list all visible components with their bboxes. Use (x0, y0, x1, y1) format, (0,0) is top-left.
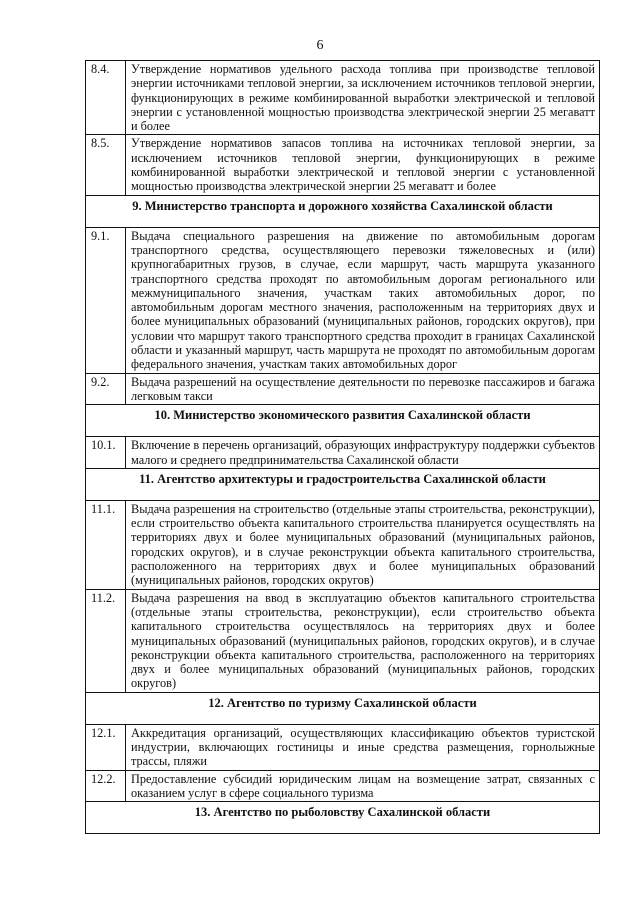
item-number: 10.1. (86, 437, 126, 469)
item-text: Аккредитация организаций, осуществляющих классификацию объектов туристской индустрии, включающих гостиницы и иные средства размещения, горнолыжные трассы, пляжи (126, 724, 600, 770)
item-text: Утверждение нормативов запасов топлива на источниках тепловой энергии, за исключением источников тепловой энергии, функционирующих в режиме комбинированной выработки электрической и тепловой энергии с установленной мощностью производства электрической энергии 25 мегаватт и более (126, 135, 600, 195)
item-text: Выдача специального разрешения на движение по автомобильным дорогам транспортного средства, осуществляющего перевозки тяжеловесных и (или) крупногабаритных грузов, в случае, если маршрут, часть маршрута указанного транспортного средства проходят по автомобильным дорогам регионального или межмуниципального значения, участкам таких автомобильных дорог, по автомобильным дорогам местного значения, расположенным на территориях двух и более муниципальных образований (муниципальных районов, городских округов), при условии что маршрут такого транспортного средства проходит в границах Сахалинской области и указанный маршрут, часть маршрута не проходят по автомобильным дорогам федерального значения, участкам таких автомобильных дорог (126, 227, 600, 373)
table-row (86, 724, 600, 770)
section-heading: 12. Агентство по туризму Сахалинской области (86, 692, 600, 724)
table-row (86, 227, 600, 373)
item-text: Выдача разрешения на ввод в эксплуатацию объектов капитального строительства (отдельные этапы строительства, реконструкции), если строительство объекта капитального строительства осуществлялось на территориях двух и более муниципальных образований (муниципальных районов, городских округов), и в случае реконструкции объекта капитального строительства, расположенного на территориях двух и более муниципальных образований (муниципальных районов, городских округов) (126, 589, 600, 692)
item-number: 9.2. (86, 373, 126, 405)
table-row (86, 61, 600, 135)
item-text: Включение в перечень организаций, образующих инфраструктуру поддержки субъектов малого и среднего предпринимательства Сахалинской области (126, 437, 600, 469)
item-text: Выдача разрешения на строительство (отдельные этапы строительства, реконструкции), если строительство объекта капитального строительства планируется осуществлять на территориях двух и более муниципальных образований (муниципальных районов, городских округов), и в случае реконструкции объекта капитального строительства, расположенного на территориях двух и более муниципальных образований (муниципальных районов, городских округов) (126, 500, 600, 589)
item-number: 8.4. (86, 61, 126, 135)
page-number: 6 (316, 38, 324, 53)
section-heading: 9. Министерство транспорта и дорожного хозяйства Сахалинской области (86, 195, 600, 227)
item-number: 8.5. (86, 135, 126, 195)
services-table (85, 60, 600, 834)
table-row (86, 437, 600, 469)
item-text: Предоставление субсидий юридическим лицам на возмещение затрат, связанных с оказанием услуг в сфере социального туризма (126, 770, 600, 802)
section-heading-row (86, 195, 600, 227)
section-heading: 11. Агентство архитектуры и градостроительства Сахалинской области (86, 468, 600, 500)
section-heading: 10. Министерство экономического развития Сахалинской области (86, 405, 600, 437)
section-heading: 13. Агентство по рыболовству Сахалинской области (86, 802, 600, 834)
table-row (86, 770, 600, 802)
table-row (86, 135, 600, 195)
table-row (86, 500, 600, 589)
section-heading-row (86, 405, 600, 437)
item-number: 12.1. (86, 724, 126, 770)
table-row (86, 589, 600, 692)
item-number: 11.1. (86, 500, 126, 589)
table-row (86, 373, 600, 405)
item-text: Утверждение нормативов удельного расхода топлива при производстве тепловой энергии источниками тепловой энергии, за исключением источников тепловой энергии, функционирующих в режиме комбинированной выработки электрической и тепловой энергии с установленной мощностью производства электрической энергии 25 мегаватт и более (126, 61, 600, 135)
item-text: Выдача разрешений на осуществление деятельности по перевозке пассажиров и багажа легковым такси (126, 373, 600, 405)
section-heading-row (86, 692, 600, 724)
services-table-body (86, 61, 600, 834)
item-number: 11.2. (86, 589, 126, 692)
item-number: 12.2. (86, 770, 126, 802)
section-heading-row (86, 468, 600, 500)
item-number: 9.1. (86, 227, 126, 373)
section-heading-row (86, 802, 600, 834)
